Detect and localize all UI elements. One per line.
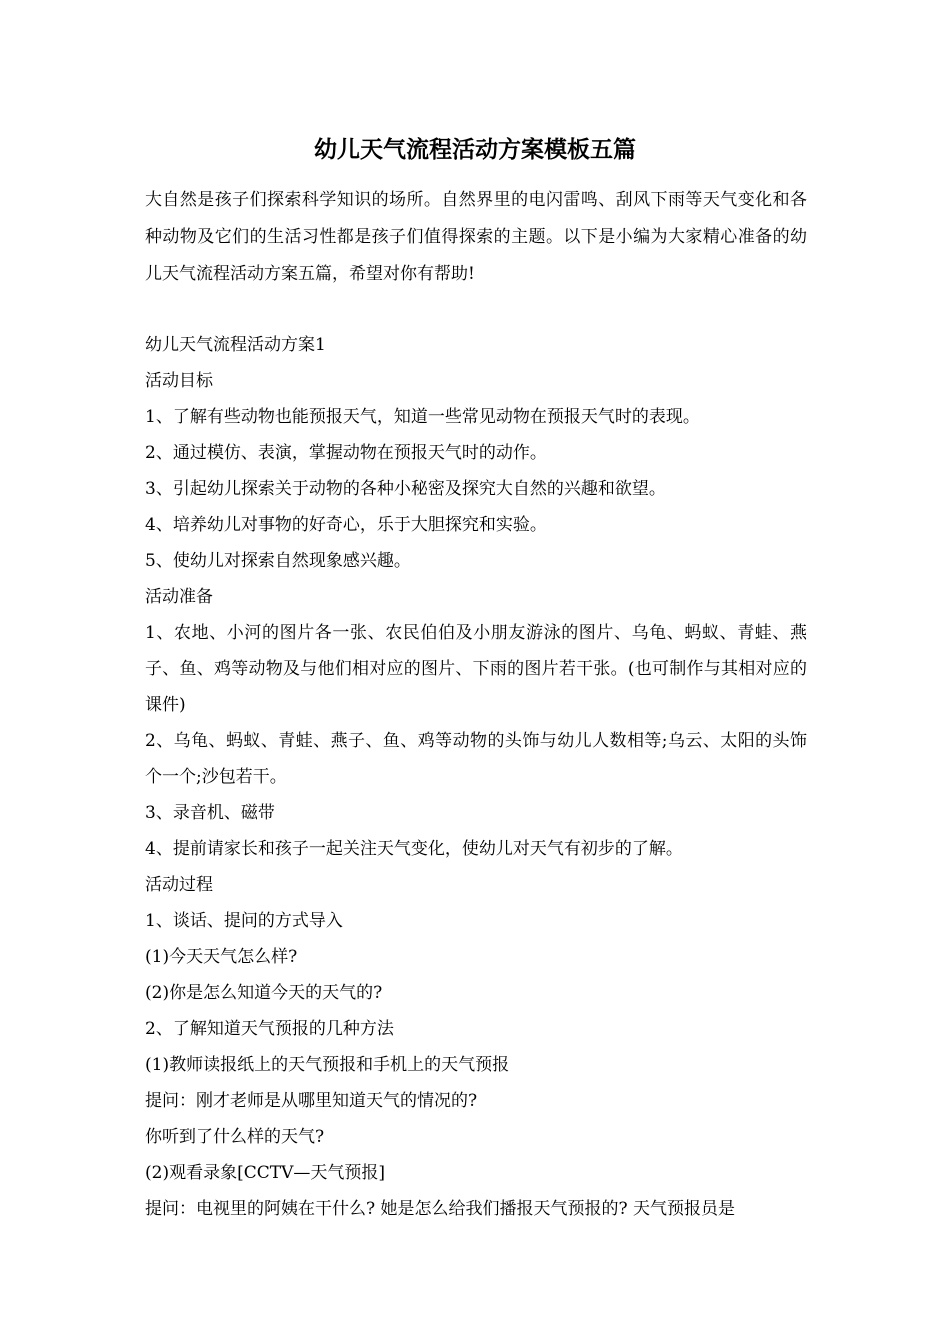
process-item: (2)你是怎么知道今天的天气的? — [145, 983, 383, 1003]
document-title: 幼儿天气流程活动方案模板五篇 — [314, 136, 636, 163]
goal-item: 3、引起幼儿探索关于动物的各种小秘密及探究大自然的兴趣和欲望。 — [145, 479, 666, 499]
process-item: (1)教师读报纸上的天气预报和手机上的天气预报 — [145, 1055, 510, 1075]
process-item: (2)观看录象[CCTV—天气预报] — [145, 1163, 385, 1183]
section-1 — [145, 327, 807, 1227]
process-heading: 活动过程 — [145, 875, 213, 895]
prep-item: 4、提前请家长和孩子一起关注天气变化，使幼儿对天气有初步的了解。 — [145, 839, 683, 859]
goal-item: 4、培养幼儿对事物的好奇心，乐于大胆探究和实验。 — [145, 515, 547, 535]
prep-item: 2、乌龟、蚂蚁、青蛙、燕子、鱼、鸡等动物的头饰与幼儿人数相等;乌云、太阳的头饰个一个;沙包若干。 — [145, 731, 807, 787]
goal-item: 2、通过模仿、表演，掌握动物在预报天气时的动作。 — [145, 443, 547, 463]
process-item: 提问：刚才老师是从哪里知道天气的情况的? — [145, 1091, 478, 1111]
goal-item: 5、使幼儿对探索自然现象感兴趣。 — [145, 551, 411, 571]
process-item: 你听到了什么样的天气? — [145, 1127, 325, 1147]
goal-item: 1、了解有些动物也能预报天气，知道一些常见动物在预报天气时的表现。 — [145, 407, 700, 427]
section-heading: 幼儿天气流程活动方案1 — [145, 335, 326, 355]
goals-heading: 活动目标 — [145, 371, 213, 391]
prep-item: 1、农地、小河的图片各一张、农民伯伯及小朋友游泳的图片、乌龟、蚂蚁、青蛙、燕子、鱼、鸡等动物及与他们相对应的图片、下雨的图片若干张。(也可制作与其相对应的课件) — [145, 623, 807, 715]
process-item: 提问：电视里的阿姨在干什么? 她是怎么给我们播报天气预报的? 天气预报员是 — [145, 1199, 736, 1219]
prep-heading: 活动准备 — [145, 587, 213, 607]
prep-item: 3、录音机、磁带 — [145, 803, 275, 823]
process-item: 1、谈话、提问的方式导入 — [145, 911, 343, 931]
process-item: (1)今天天气怎么样? — [145, 947, 298, 967]
intro-paragraph: 大自然是孩子们探索科学知识的场所。自然界里的电闪雷鸣、刮风下雨等天气变化和各种动物及它们的生活习性都是孩子们值得探索的主题。以下是小编为大家精心准备的幼儿天气流程活动方案五篇，希望对你有帮助! — [145, 190, 807, 284]
process-item: 2、了解知道天气预报的几种方法 — [145, 1019, 394, 1039]
